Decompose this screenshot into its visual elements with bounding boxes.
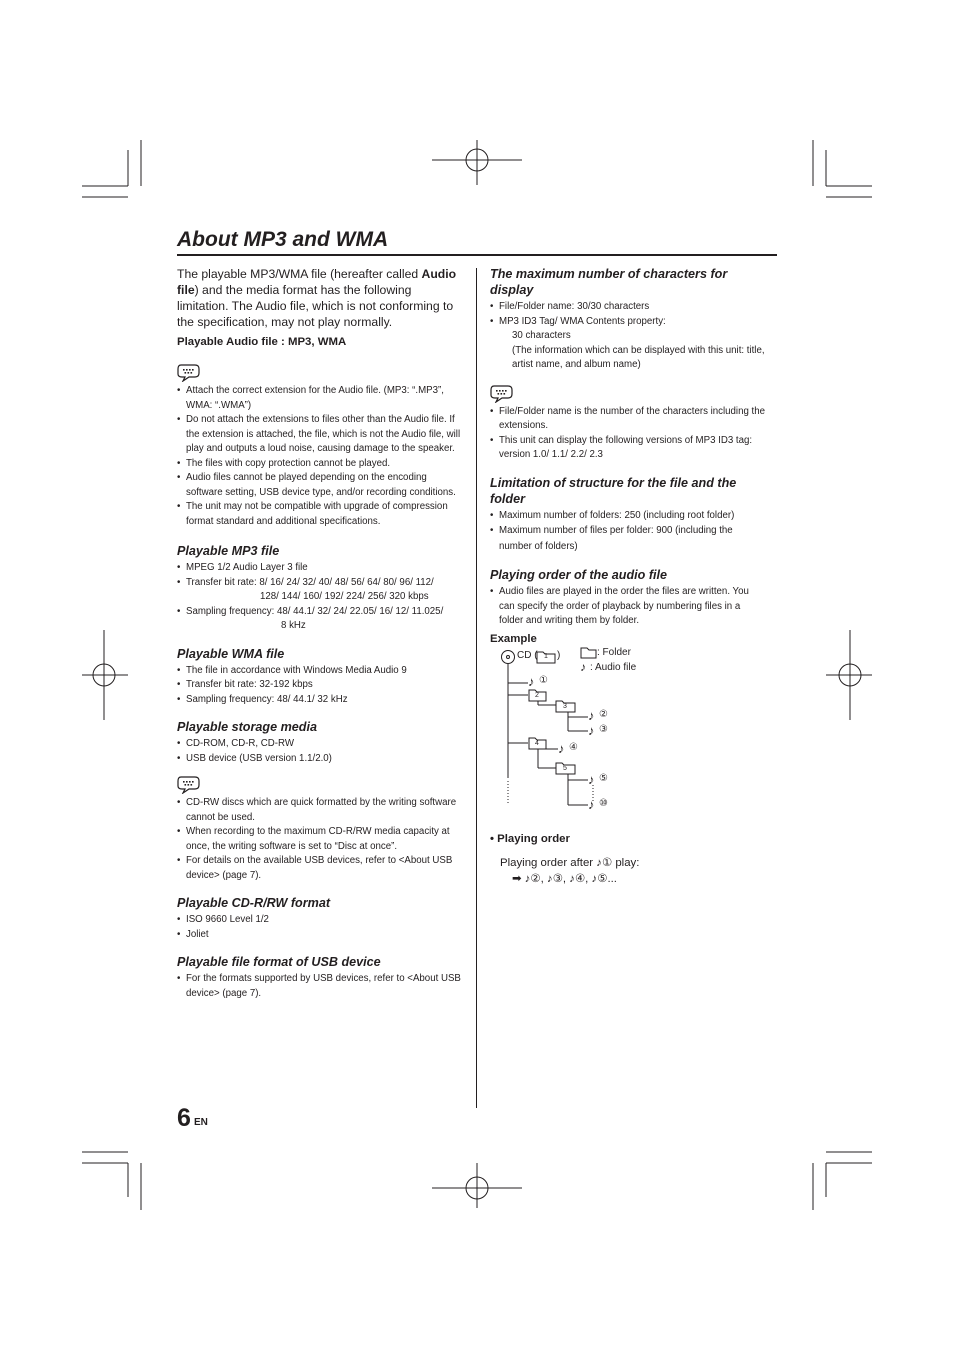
cdrw-list: [177, 913, 465, 942]
list-item: • MPEG 1/2 Audio Layer 3 file: [177, 561, 465, 576]
list-item: [177, 605, 465, 634]
notes-list-2: [177, 796, 465, 883]
file-number: ③: [552, 872, 563, 885]
music-note-icon: ♪: [524, 872, 531, 885]
right-column: [490, 266, 766, 885]
file-number: ⑤: [599, 772, 608, 784]
file-number: ①: [601, 856, 613, 869]
folder-tree-diagram: [490, 645, 766, 815]
note-icon: [177, 362, 201, 382]
note-icon: [177, 774, 201, 794]
list-item: • CD-ROM, CD-R, CD-RW: [177, 737, 465, 752]
bitrate-line-1: Transfer bit rate: 8/ 16/ 24/ 32/ 40/ 48/ 56/ 64/ 80/ 96/ 112/: [186, 576, 434, 588]
list-item: • Transfer bit rate: 32-192 kbps: [177, 678, 465, 693]
legend-folder: : Folder: [597, 646, 631, 658]
intro-text: The playable MP3/WMA file (hereafter called: [177, 267, 422, 281]
list-item: • USB device (USB version 1.1/2.0): [177, 752, 465, 767]
playing-order-list: [490, 585, 766, 629]
playable-audio-label: Playable Audio file : MP3, WMA: [177, 336, 347, 348]
music-note-icon: ♪: [558, 740, 565, 756]
separator: ,: [585, 872, 592, 885]
title-rule: [177, 254, 777, 256]
music-note-icon: ♪: [596, 856, 602, 869]
max-chars-list: [490, 300, 766, 329]
mp3-list: [177, 561, 465, 634]
sequence-item: [569, 873, 591, 885]
list-item: • File/Folder name is the number of the characters including the extensions.: [490, 405, 766, 434]
separator: ,: [540, 872, 547, 885]
folder-number: 3: [563, 702, 567, 710]
playing-order-label: Playing order: [497, 832, 570, 845]
file-number: ⑩: [599, 797, 608, 809]
list-item: • Joliet: [177, 928, 465, 943]
intro-paragraph: [177, 266, 465, 330]
list-item: • This unit can display the following versions of MP3 ID3 tag: version 1.0/ 1.1/ 2.2/ 2.3: [490, 434, 766, 463]
separator: ,: [562, 872, 570, 885]
list-item: • The unit may not be compatible with upgrade of compression format standard and additional specifications.: [177, 500, 465, 529]
section-heading-usb-format: Playable file format of USB device: [177, 955, 381, 969]
list-item: • File/Folder name: 30/30 characters: [490, 300, 766, 315]
left-column: [177, 266, 465, 1001]
sequence-item: [547, 873, 569, 885]
sequence-item: [525, 873, 547, 885]
list-item: • Maximum number of files per folder: 900 (including the number of folders): [490, 523, 766, 555]
sampling-line-1: Sampling frequency: 48/ 44.1/ 32/ 24/ 22.05/ 16/ 12/ 11.025/: [186, 605, 444, 617]
section-heading-wma: Playable WMA file: [177, 646, 285, 661]
usb-format-list: [177, 972, 465, 1001]
wma-list: [177, 664, 465, 708]
separator: ...: [607, 872, 617, 885]
file-number: ③: [599, 723, 608, 735]
list-item: • For the formats supported by USB devices, refer to <About USB device> (page 7).: [177, 972, 465, 1001]
section-heading-mp3: Playable MP3 file: [177, 544, 280, 558]
max-chars-sub: 30 characters: [512, 330, 571, 341]
list-item: • Do not attach the extensions to files other than the Audio file. If the extension is attached, the file, which is not the Audio file, will play and outputs a loud noise, causing damage to the speaker.: [177, 413, 465, 457]
music-note-icon: ♪: [569, 872, 575, 885]
file-number: ②: [530, 872, 541, 885]
file-number: ⑤: [597, 872, 608, 885]
playing-after-post: play:: [612, 856, 640, 869]
sequence-item: [592, 873, 617, 885]
page-language: EN: [194, 1117, 208, 1128]
playing-sequence: [490, 871, 766, 885]
intro-text-after: ) and the media format has the following limitation. The Audio file, which is not conforming to the specification, may not play normally.: [177, 283, 454, 329]
file-number: ④: [574, 872, 586, 885]
structure-list: [490, 509, 766, 556]
cd-label-text: CD (: [517, 649, 538, 661]
playing-order-heading: • Playing order: [490, 832, 570, 845]
cd-close: ): [557, 649, 561, 661]
music-note-icon: ♪: [588, 796, 595, 812]
page-number: 6: [177, 1104, 191, 1132]
section-heading-cdrw: Playable CD-R/RW format: [177, 896, 331, 910]
list-item: • Sampling frequency: 48/ 44.1/ 32 kHz: [177, 693, 465, 708]
music-note-icon: ♪: [546, 872, 553, 885]
folder-number: 5: [563, 764, 567, 772]
arrow-right-icon: ➡: [512, 872, 525, 885]
list-item: • The file in accordance with Windows Media Audio 9: [177, 664, 465, 679]
max-chars-sub-note: (The information which can be displayed with this unit: title, artist name, and album name): [512, 344, 765, 370]
storage-list: [177, 737, 465, 766]
list-item: • Maximum number of folders: 250 (including root folder): [490, 509, 766, 524]
section-heading-max-chars: The maximum number of characters for display: [490, 267, 728, 297]
notes-list-3: [490, 405, 766, 463]
music-note-icon: ♪: [588, 722, 595, 738]
music-note-icon: ♪: [528, 673, 535, 689]
music-note-icon: ♪: [580, 659, 586, 674]
music-note-icon: ♪: [588, 707, 595, 723]
bitrate-line-2: 128/ 144/ 160/ 192/ 224/ 256/ 320 kbps: [260, 591, 429, 602]
file-number: ④: [569, 741, 578, 753]
list-item: • CD-RW discs which are quick formatted by the writing software cannot be used.: [177, 796, 465, 825]
file-number: ②: [599, 708, 608, 720]
legend-file: : Audio file: [590, 661, 637, 673]
page-title: About MP3 and WMA: [177, 228, 389, 251]
list-item: • Audio files cannot be played depending on the encoding software setting, USB device type, and/or recording conditions.: [177, 471, 465, 500]
cd-label: [517, 650, 538, 661]
file-number: ①: [539, 674, 548, 686]
note-icon: [490, 383, 514, 403]
section-heading-playing-order: Playing order of the audio file: [490, 568, 668, 582]
music-note-icon: ♪: [591, 872, 598, 885]
list-item: • For details on the available USB devices, refer to <About USB device> (page 7).: [177, 854, 465, 883]
playing-after-text: Playing order after: [500, 856, 597, 869]
list-item: • Audio files are played in the order the files are written. You can specify the order of playback by numbering files in a folder and writing them by folder.: [490, 585, 766, 629]
example-label: Example: [490, 632, 537, 645]
music-note-icon: ♪: [588, 771, 595, 787]
folder-number: 4: [535, 739, 539, 747]
notes-list-1: [177, 384, 465, 529]
playing-order-after: [490, 855, 766, 869]
list-item: • Attach the correct extension for the Audio file. (MP3: “.MP3”, WMA: “.WMA”): [177, 384, 465, 413]
section-heading-storage: Playable storage media: [177, 720, 317, 734]
list-item: • The files with copy protection cannot be played.: [177, 457, 465, 472]
section-heading-structure: Limitation of structure for the file and the folder: [490, 475, 737, 506]
list-item: • MP3 ID3 Tag/ WMA Contents property:: [490, 315, 766, 330]
list-item: [177, 576, 465, 605]
intro-bold: Audio file: [177, 267, 457, 297]
column-divider: [476, 268, 477, 1108]
folder-number: 2: [535, 691, 539, 699]
list-item: • ISO 9660 Level 1/2: [177, 913, 465, 928]
folder-number: 1: [544, 652, 548, 660]
sampling-line-2: 8 kHz: [281, 620, 306, 631]
list-item: • When recording to the maximum CD-R/RW media capacity at once, the writing software is set to “Disc at once”.: [177, 825, 465, 854]
